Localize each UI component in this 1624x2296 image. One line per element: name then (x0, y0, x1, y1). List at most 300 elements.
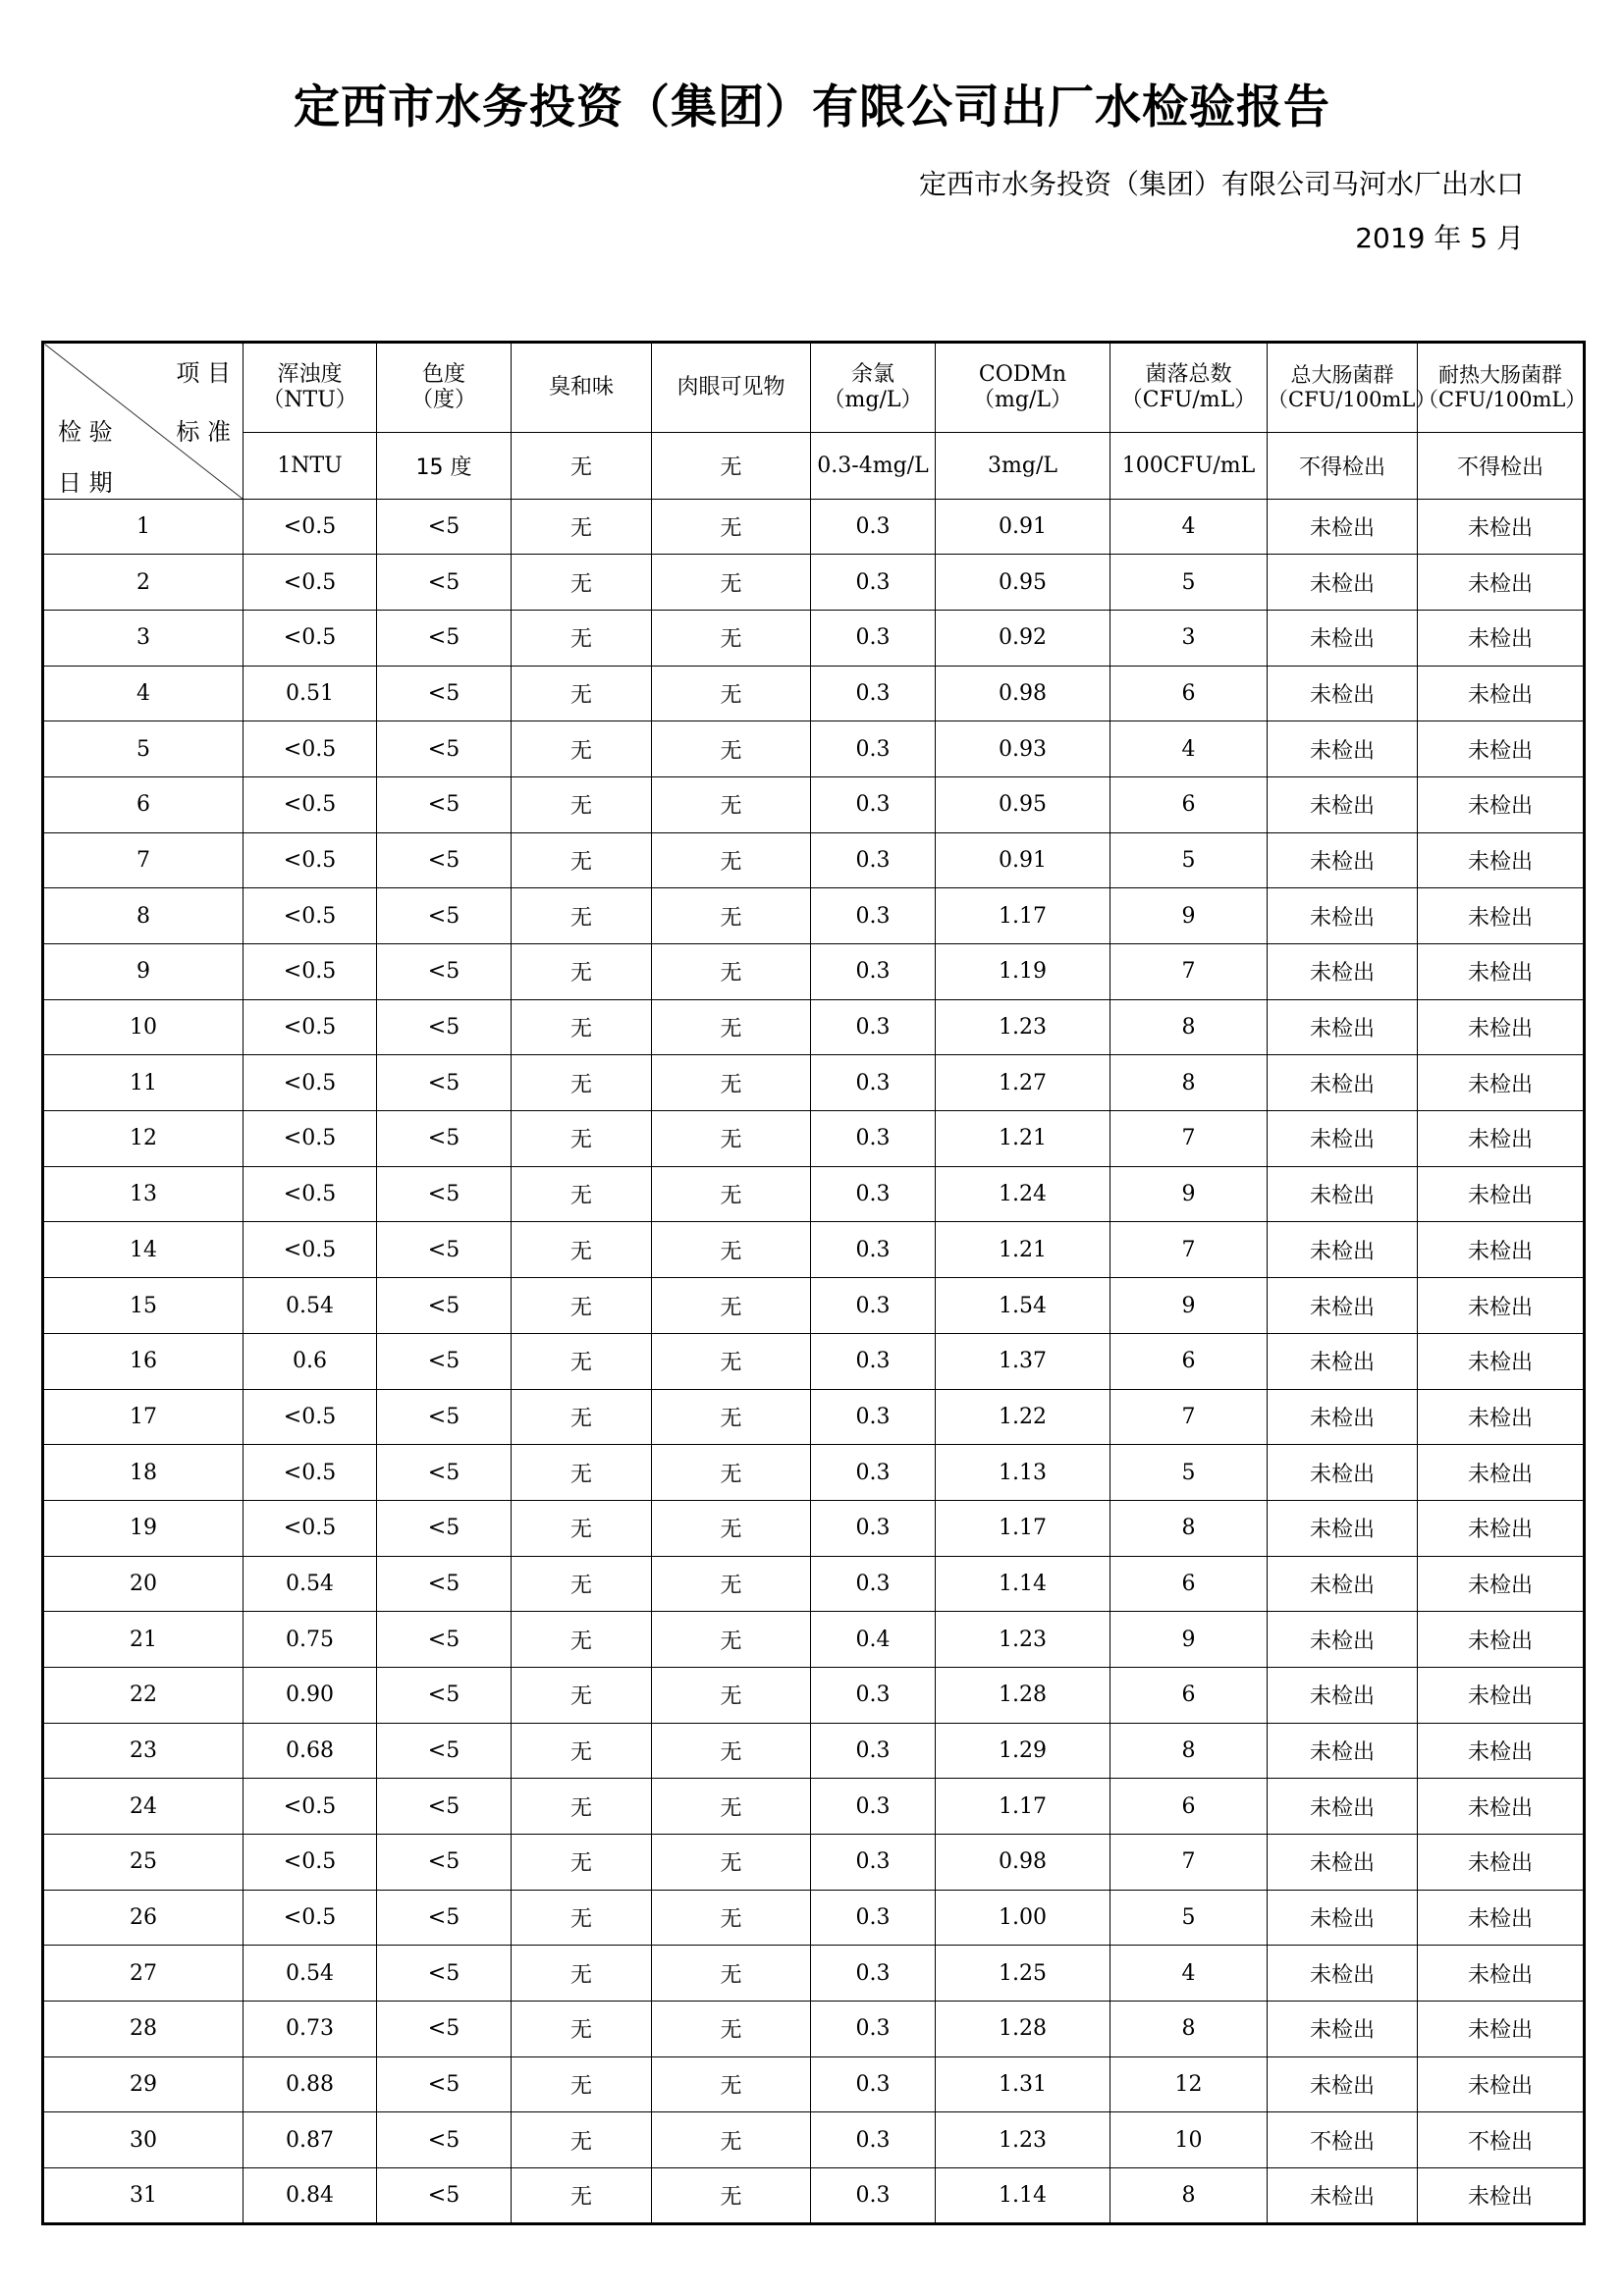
table-row (43, 666, 1585, 721)
cell-colony: 6 (1110, 1667, 1268, 1723)
cell-thermo-coliform: 未检出 (1418, 1723, 1585, 1779)
cell-color: <5 (377, 2112, 512, 2168)
cell-turbidity: <0.5 (244, 1222, 377, 1278)
header-coliform: 总大肠菌群 （CFU/100mL） (1268, 343, 1418, 433)
table-row (43, 1946, 1585, 2002)
cell-date: 3 (43, 610, 244, 666)
cell-codmn: 1.25 (936, 1946, 1110, 2002)
table-row (43, 832, 1585, 888)
cell-coliform: 未检出 (1268, 499, 1418, 555)
cell-thermo-coliform: 未检出 (1418, 666, 1585, 721)
cell-codmn: 1.14 (936, 2168, 1110, 2224)
table-row (43, 1222, 1585, 1278)
table-row (43, 1333, 1585, 1389)
cell-chlorine: 0.3 (811, 2002, 936, 2057)
cell-date: 18 (43, 1445, 244, 1501)
cell-coliform: 未检出 (1268, 2002, 1418, 2057)
cell-codmn: 1.21 (936, 1222, 1110, 1278)
cell-coliform: 未检出 (1268, 1835, 1418, 1891)
cell-color: <5 (377, 1779, 512, 1835)
cell-odor: 无 (512, 832, 652, 888)
cell-odor: 无 (512, 776, 652, 832)
cell-date: 21 (43, 1612, 244, 1668)
header-chlorine: 余氯 （mg/L） (811, 343, 936, 433)
cell-turbidity: 0.54 (244, 1278, 377, 1334)
cell-odor: 无 (512, 1723, 652, 1779)
cell-colony: 5 (1110, 555, 1268, 611)
table-row (43, 1389, 1585, 1445)
cell-turbidity: 0.68 (244, 1723, 377, 1779)
table-row (43, 1723, 1585, 1779)
cell-color: <5 (377, 1723, 512, 1779)
cell-visible: 无 (652, 1278, 811, 1334)
std-coliform: 不得检出 (1268, 433, 1418, 499)
cell-colony: 9 (1110, 888, 1268, 944)
cell-odor: 无 (512, 1333, 652, 1389)
cell-colony: 9 (1110, 1278, 1268, 1334)
cell-odor: 无 (512, 1946, 652, 2002)
cell-turbidity: 0.54 (244, 1556, 377, 1612)
cell-thermo-coliform: 未检出 (1418, 1111, 1585, 1167)
cell-codmn: 0.92 (936, 610, 1110, 666)
cell-coliform: 未检出 (1268, 1612, 1418, 1668)
table-row (43, 944, 1585, 1000)
cell-thermo-coliform: 未检出 (1418, 944, 1585, 1000)
cell-visible: 无 (652, 1946, 811, 2002)
cell-coliform: 不检出 (1268, 2112, 1418, 2168)
cell-chlorine: 0.3 (811, 2056, 936, 2112)
cell-date: 19 (43, 1500, 244, 1556)
cell-turbidity: <0.5 (244, 1389, 377, 1445)
cell-date: 22 (43, 1667, 244, 1723)
cell-thermo-coliform: 未检出 (1418, 1556, 1585, 1612)
cell-thermo-coliform: 未检出 (1418, 1222, 1585, 1278)
cell-thermo-coliform: 未检出 (1418, 2168, 1585, 2224)
table-row (43, 2002, 1585, 2057)
cell-coliform: 未检出 (1268, 1111, 1418, 1167)
cell-color: <5 (377, 1166, 512, 1222)
cell-codmn: 1.17 (936, 1500, 1110, 1556)
cell-coliform: 未检出 (1268, 1556, 1418, 1612)
table-row (43, 1111, 1585, 1167)
water-quality-table (41, 341, 1586, 2225)
cell-odor: 无 (512, 1835, 652, 1891)
cell-coliform: 未检出 (1268, 776, 1418, 832)
cell-color: <5 (377, 666, 512, 721)
cell-color: <5 (377, 1946, 512, 2002)
cell-odor: 无 (512, 1166, 652, 1222)
cell-thermo-coliform: 未检出 (1418, 1500, 1585, 1556)
cell-chlorine: 0.3 (811, 1389, 936, 1445)
cell-color: <5 (377, 1389, 512, 1445)
header-odor: 臭和味 (512, 343, 652, 433)
cell-date: 23 (43, 1723, 244, 1779)
cell-turbidity: <0.5 (244, 1166, 377, 1222)
cell-turbidity: 0.88 (244, 2056, 377, 2112)
cell-visible: 无 (652, 1779, 811, 1835)
cell-visible: 无 (652, 832, 811, 888)
cell-colony: 7 (1110, 1389, 1268, 1445)
cell-colony: 7 (1110, 1222, 1268, 1278)
table-row (43, 1612, 1585, 1668)
cell-odor: 无 (512, 610, 652, 666)
cell-chlorine: 0.4 (811, 1612, 936, 1668)
cell-coliform: 未检出 (1268, 1779, 1418, 1835)
cell-thermo-coliform: 未检出 (1418, 499, 1585, 555)
cell-visible: 无 (652, 1445, 811, 1501)
cell-odor: 无 (512, 2002, 652, 2057)
cell-color: <5 (377, 1667, 512, 1723)
cell-visible: 无 (652, 555, 811, 611)
cell-chlorine: 0.3 (811, 666, 936, 721)
cell-codmn: 1.31 (936, 2056, 1110, 2112)
cell-chlorine: 0.3 (811, 888, 936, 944)
cell-turbidity: <0.5 (244, 832, 377, 888)
cell-coliform: 未检出 (1268, 721, 1418, 777)
cell-thermo-coliform: 未检出 (1418, 1667, 1585, 1723)
cell-coliform: 未检出 (1268, 2056, 1418, 2112)
cell-colony: 7 (1110, 1111, 1268, 1167)
cell-turbidity: 0.75 (244, 1612, 377, 1668)
standard-row (43, 433, 1585, 499)
cell-color: <5 (377, 832, 512, 888)
cell-odor: 无 (512, 944, 652, 1000)
cell-date: 10 (43, 999, 244, 1055)
cell-colony: 6 (1110, 1556, 1268, 1612)
cell-chlorine: 0.3 (811, 610, 936, 666)
header-codmn: CODMn （mg/L） (936, 343, 1110, 433)
cell-chlorine: 0.3 (811, 1500, 936, 1556)
cell-coliform: 未检出 (1268, 1667, 1418, 1723)
cell-chlorine: 0.3 (811, 1333, 936, 1389)
cell-visible: 无 (652, 1500, 811, 1556)
cell-codmn: 1.13 (936, 1445, 1110, 1501)
cell-color: <5 (377, 1445, 512, 1501)
cell-turbidity: <0.5 (244, 1500, 377, 1556)
cell-thermo-coliform: 未检出 (1418, 1946, 1585, 2002)
cell-coliform: 未检出 (1268, 888, 1418, 944)
table-row (43, 1166, 1585, 1222)
cell-date: 31 (43, 2168, 244, 2224)
cell-odor: 无 (512, 999, 652, 1055)
cell-visible: 无 (652, 1835, 811, 1891)
cell-chlorine: 0.3 (811, 721, 936, 777)
cell-turbidity: 0.73 (244, 2002, 377, 2057)
table-row (43, 1779, 1585, 1835)
cell-colony: 4 (1110, 499, 1268, 555)
cell-turbidity: <0.5 (244, 1055, 377, 1111)
cell-thermo-coliform: 未检出 (1418, 555, 1585, 611)
cell-codmn: 1.54 (936, 1278, 1110, 1334)
cell-odor: 无 (512, 1667, 652, 1723)
cell-chlorine: 0.3 (811, 1055, 936, 1111)
cell-codmn: 1.22 (936, 1389, 1110, 1445)
cell-thermo-coliform: 未检出 (1418, 1333, 1585, 1389)
table-row (43, 999, 1585, 1055)
table-row (43, 2056, 1585, 2112)
cell-thermo-coliform: 未检出 (1418, 776, 1585, 832)
cell-color: <5 (377, 1333, 512, 1389)
cell-date: 28 (43, 2002, 244, 2057)
cell-turbidity: <0.5 (244, 1835, 377, 1891)
table-row (43, 1445, 1585, 1501)
cell-odor: 无 (512, 1612, 652, 1668)
std-colony: 100CFU/mL (1110, 433, 1268, 499)
cell-color: <5 (377, 1222, 512, 1278)
cell-coliform: 未检出 (1268, 610, 1418, 666)
cell-date: 2 (43, 555, 244, 611)
cell-thermo-coliform: 未检出 (1418, 1890, 1585, 1946)
header-colony: 菌落总数 （CFU/mL） (1110, 343, 1268, 433)
cell-color: <5 (377, 610, 512, 666)
cell-coliform: 未检出 (1268, 1055, 1418, 1111)
cell-turbidity: <0.5 (244, 499, 377, 555)
cell-turbidity: <0.5 (244, 610, 377, 666)
cell-color: <5 (377, 2168, 512, 2224)
cell-colony: 9 (1110, 1612, 1268, 1668)
corner-header (43, 343, 244, 500)
cell-thermo-coliform: 未检出 (1418, 1779, 1585, 1835)
cell-date: 14 (43, 1222, 244, 1278)
cell-colony: 6 (1110, 776, 1268, 832)
cell-odor: 无 (512, 1779, 652, 1835)
cell-visible: 无 (652, 610, 811, 666)
cell-turbidity: <0.5 (244, 721, 377, 777)
cell-colony: 9 (1110, 1166, 1268, 1222)
cell-colony: 5 (1110, 832, 1268, 888)
cell-thermo-coliform: 未检出 (1418, 1445, 1585, 1501)
cell-coliform: 未检出 (1268, 1500, 1418, 1556)
cell-codmn: 1.29 (936, 1723, 1110, 1779)
cell-thermo-coliform: 未检出 (1418, 721, 1585, 777)
cell-chlorine: 0.3 (811, 2168, 936, 2224)
cell-turbidity: 0.51 (244, 666, 377, 721)
cell-odor: 无 (512, 1111, 652, 1167)
cell-date: 25 (43, 1835, 244, 1891)
cell-visible: 无 (652, 499, 811, 555)
cell-color: <5 (377, 776, 512, 832)
cell-turbidity: <0.5 (244, 1779, 377, 1835)
cell-visible: 无 (652, 1612, 811, 1668)
cell-codmn: 0.93 (936, 721, 1110, 777)
cell-codmn: 1.17 (936, 888, 1110, 944)
cell-odor: 无 (512, 2056, 652, 2112)
cell-turbidity: 0.54 (244, 1946, 377, 2002)
cell-colony: 5 (1110, 1890, 1268, 1946)
table-row (43, 1278, 1585, 1334)
cell-color: <5 (377, 944, 512, 1000)
cell-colony: 5 (1110, 1445, 1268, 1501)
cell-odor: 无 (512, 1278, 652, 1334)
cell-chlorine: 0.3 (811, 1556, 936, 1612)
cell-chlorine: 0.3 (811, 1667, 936, 1723)
corner-standard-label: 标 准 (176, 418, 231, 446)
cell-chlorine: 0.3 (811, 555, 936, 611)
cell-odor: 无 (512, 666, 652, 721)
cell-odor: 无 (512, 2112, 652, 2168)
cell-visible: 无 (652, 1667, 811, 1723)
table-row (43, 1890, 1585, 1946)
cell-color: <5 (377, 499, 512, 555)
cell-date: 1 (43, 499, 244, 555)
cell-date: 5 (43, 721, 244, 777)
cell-chlorine: 0.3 (811, 1835, 936, 1891)
cell-turbidity: <0.5 (244, 1890, 377, 1946)
cell-odor: 无 (512, 1500, 652, 1556)
cell-chlorine: 0.3 (811, 1946, 936, 2002)
corner-item-label: 项 目 (176, 359, 231, 387)
cell-color: <5 (377, 1055, 512, 1111)
cell-visible: 无 (652, 776, 811, 832)
std-thermo-coliform: 不得检出 (1418, 433, 1585, 499)
cell-colony: 8 (1110, 2168, 1268, 2224)
table-row (43, 1055, 1585, 1111)
cell-color: <5 (377, 1278, 512, 1334)
table-row (43, 1556, 1585, 1612)
cell-odor: 无 (512, 1556, 652, 1612)
cell-chlorine: 0.3 (811, 944, 936, 1000)
cell-visible: 无 (652, 2002, 811, 2057)
cell-date: 26 (43, 1890, 244, 1946)
cell-chlorine: 0.3 (811, 1278, 936, 1334)
cell-visible: 无 (652, 1389, 811, 1445)
cell-chlorine: 0.3 (811, 2112, 936, 2168)
cell-codmn: 1.17 (936, 1779, 1110, 1835)
std-turbidity: 1NTU (244, 433, 377, 499)
std-odor: 无 (512, 433, 652, 499)
table-row (43, 610, 1585, 666)
cell-chlorine: 0.3 (811, 1445, 936, 1501)
cell-coliform: 未检出 (1268, 1445, 1418, 1501)
cell-odor: 无 (512, 2168, 652, 2224)
cell-coliform: 未检出 (1268, 1278, 1418, 1334)
cell-date: 15 (43, 1278, 244, 1334)
cell-codmn: 1.28 (936, 2002, 1110, 2057)
cell-codmn: 1.23 (936, 1612, 1110, 1668)
cell-codmn: 0.98 (936, 1835, 1110, 1891)
cell-thermo-coliform: 未检出 (1418, 2002, 1585, 2057)
cell-visible: 无 (652, 1166, 811, 1222)
cell-coliform: 未检出 (1268, 1222, 1418, 1278)
cell-colony: 8 (1110, 999, 1268, 1055)
cell-visible: 无 (652, 1222, 811, 1278)
cell-colony: 8 (1110, 2002, 1268, 2057)
cell-date: 12 (43, 1111, 244, 1167)
cell-visible: 无 (652, 1723, 811, 1779)
cell-codmn: 1.14 (936, 1556, 1110, 1612)
cell-visible: 无 (652, 1055, 811, 1111)
cell-color: <5 (377, 1890, 512, 1946)
cell-colony: 8 (1110, 1500, 1268, 1556)
cell-codmn: 1.37 (936, 1333, 1110, 1389)
cell-codmn: 1.28 (936, 1667, 1110, 1723)
cell-color: <5 (377, 1500, 512, 1556)
cell-colony: 12 (1110, 2056, 1268, 2112)
cell-color: <5 (377, 555, 512, 611)
table-row (43, 499, 1585, 555)
cell-turbidity: 0.87 (244, 2112, 377, 2168)
cell-turbidity: <0.5 (244, 1445, 377, 1501)
table-row (43, 555, 1585, 611)
table-row (43, 776, 1585, 832)
cell-turbidity: 0.6 (244, 1333, 377, 1389)
cell-turbidity: <0.5 (244, 1111, 377, 1167)
std-codmn: 3mg/L (936, 433, 1110, 499)
cell-colony: 6 (1110, 666, 1268, 721)
cell-codmn: 1.00 (936, 1890, 1110, 1946)
cell-codmn: 0.95 (936, 555, 1110, 611)
cell-coliform: 未检出 (1268, 2168, 1418, 2224)
cell-colony: 4 (1110, 1946, 1268, 2002)
cell-thermo-coliform: 不检出 (1418, 2112, 1585, 2168)
cell-turbidity: <0.5 (244, 888, 377, 944)
cell-codmn: 1.23 (936, 2112, 1110, 2168)
cell-date: 8 (43, 888, 244, 944)
cell-colony: 10 (1110, 2112, 1268, 2168)
cell-visible: 无 (652, 944, 811, 1000)
cell-thermo-coliform: 未检出 (1418, 610, 1585, 666)
table-body (43, 343, 1585, 2224)
cell-colony: 4 (1110, 721, 1268, 777)
cell-codmn: 0.98 (936, 666, 1110, 721)
cell-colony: 7 (1110, 944, 1268, 1000)
std-visible: 无 (652, 433, 811, 499)
cell-coliform: 未检出 (1268, 1333, 1418, 1389)
cell-turbidity: <0.5 (244, 999, 377, 1055)
cell-coliform: 未检出 (1268, 1723, 1418, 1779)
cell-thermo-coliform: 未检出 (1418, 1055, 1585, 1111)
cell-color: <5 (377, 1612, 512, 1668)
cell-chlorine: 0.3 (811, 832, 936, 888)
cell-odor: 无 (512, 1890, 652, 1946)
header-row (43, 343, 1585, 433)
cell-colony: 8 (1110, 1723, 1268, 1779)
cell-turbidity: <0.5 (244, 944, 377, 1000)
table-row (43, 2112, 1585, 2168)
cell-date: 20 (43, 1556, 244, 1612)
cell-turbidity: 0.84 (244, 2168, 377, 2224)
header-turbidity: 浑浊度 （NTU） (244, 343, 377, 433)
cell-color: <5 (377, 1556, 512, 1612)
table-row (43, 2168, 1585, 2224)
cell-thermo-coliform: 未检出 (1418, 1389, 1585, 1445)
cell-coliform: 未检出 (1268, 1890, 1418, 1946)
cell-color: <5 (377, 888, 512, 944)
cell-visible: 无 (652, 1556, 811, 1612)
header-visible: 肉眼可见物 (652, 343, 811, 433)
cell-coliform: 未检出 (1268, 555, 1418, 611)
cell-thermo-coliform: 未检出 (1418, 832, 1585, 888)
cell-thermo-coliform: 未检出 (1418, 999, 1585, 1055)
cell-chlorine: 0.3 (811, 1723, 936, 1779)
cell-visible: 无 (652, 999, 811, 1055)
cell-color: <5 (377, 721, 512, 777)
cell-date: 17 (43, 1389, 244, 1445)
cell-date: 30 (43, 2112, 244, 2168)
cell-visible: 无 (652, 1890, 811, 1946)
cell-date: 9 (43, 944, 244, 1000)
cell-visible: 无 (652, 1333, 811, 1389)
table-row (43, 1500, 1585, 1556)
corner-check-label: 检 验 (58, 418, 113, 446)
cell-visible: 无 (652, 2168, 811, 2224)
cell-codmn: 1.24 (936, 1166, 1110, 1222)
cell-chlorine: 0.3 (811, 1111, 936, 1167)
cell-color: <5 (377, 2002, 512, 2057)
cell-visible: 无 (652, 1111, 811, 1167)
cell-chlorine: 0.3 (811, 776, 936, 832)
sampling-location: 定西市水务投资（集团）有限公司马河水厂出水口 (918, 168, 1524, 200)
